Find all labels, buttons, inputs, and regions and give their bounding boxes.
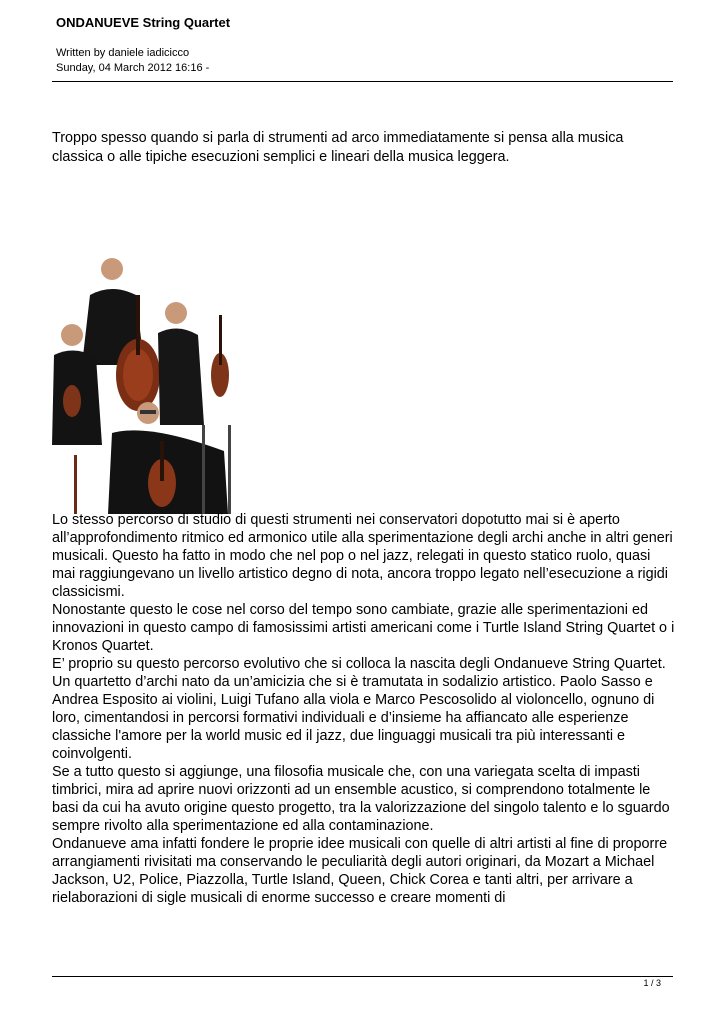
- article-body: [52, 511, 677, 907]
- header-divider: [52, 81, 673, 82]
- body-paragraph: Nonostante questo le cose nel corso del tempo sono cambiate, grazie alle sperimentazioni ed innovazioni in questo campo di famosissimi artisti americani come i Turtle Island String Quartet o i Kronos Quartet.: [52, 602, 675, 654]
- body-paragraph: Ondanueve ama infatti fondere le proprie idee musicali con quelle di altri artisti al fine di proporre arrangiamenti rivisitati ma conservando le peculiarità degli autori originari, da Mozart a Michael Jackson, U2, Police, Piazzolla, Turtle Island, Queen, Chick Corea e tanti altri, per arrivare a rielaborazioni di sigle musicali di enorme successo e creare momenti di: [52, 836, 668, 906]
- date-line: Sunday, 04 March 2012 16:16 -: [56, 62, 210, 74]
- body-paragraph: Lo stesso percorso di studio di questi strumenti nei conservatori dopotutto mai si è aperto all’approfondimento ritmico ed armonico utile alla sperimentazione degli archi anche in altri generi musicali. Questo ha fatto in modo che nel pop o nel jazz, relegati in questo statico ruolo, quasi mai raggiungevano un livello artistico degno di nota, ancora troppo legato nell’esecuzione a rigidi classicismi.: [52, 512, 673, 600]
- article-meta: [56, 46, 209, 76]
- quartet-photo: [52, 255, 236, 514]
- body-paragraph: Un quartetto d’archi nato da un’amicizia che si è tramutata in sodalizio artistico. Paolo Sasso e Andrea Esposito ai violini, Luigi Tufano alla viola e Marco Pescosolido al violoncello, ognuno di loro, cimentandosi in percorsi formativi individuali e d’insieme ha affiancato alle esperienze classiche l'amore per la world music ed il jazz, due linguaggi musicali tra più interessanti e coinvolgenti.: [52, 674, 655, 762]
- page-number: 1 / 3: [643, 978, 661, 988]
- document-title: ONDANUEVE String Quartet: [56, 15, 231, 30]
- body-paragraph: E’ proprio su questo percorso evolutivo che si colloca la nascita degli Ondanueve String Quartet.: [52, 656, 666, 672]
- intro-paragraph: Troppo spesso quando si parla di strumenti ad arco immediatamente si pensa alla musica classica o alle tipiche esecuzioni semplici e lineari della musica leggera.: [52, 130, 624, 165]
- body-paragraph: Se a tutto questo si aggiunge, una filosofia musicale che, con una variegata scelta di impasti timbrici, mira ad aprire nuovi orizzonti ad un ensemble acustico, si comprendono totalmente le basi da cui ha avuto origine questo progetto, tra la valorizzazione del singolo talento e lo sguardo sempre rivolto alla sperimentazione ed alla contaminazione.: [52, 764, 670, 834]
- author-line: Written by daniele iadicicco: [56, 47, 190, 59]
- footer-divider: [52, 976, 673, 977]
